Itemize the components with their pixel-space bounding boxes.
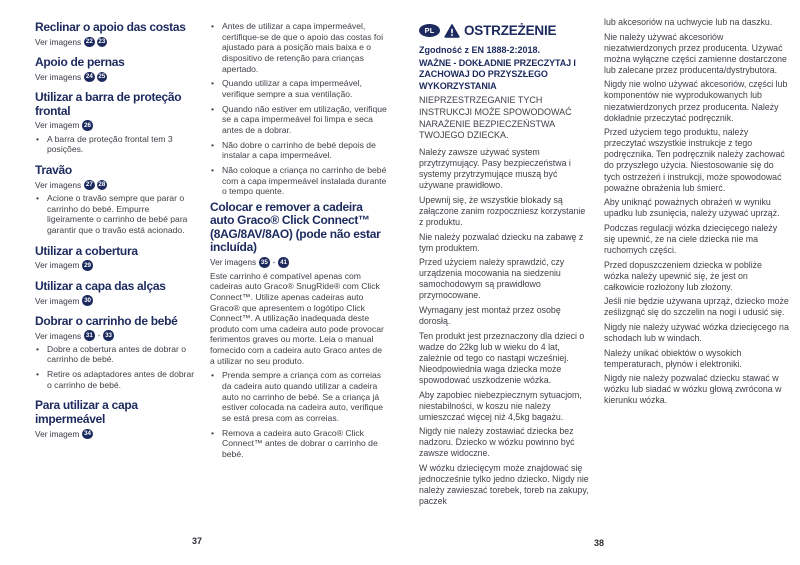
bullet-dot: •: [36, 369, 40, 380]
section-heading: Utilizar a capa das alças: [35, 278, 166, 293]
image-number-badge: 24: [85, 73, 93, 81]
bullet-text: Retire os adaptadores antes de dobrar o carrinho de bebé.: [47, 369, 195, 390]
warning-paragraph: Aby uniknąć poważnych obrażeń w wyniku upadku lub zsunięcia, należy używać uprząż.: [604, 197, 780, 219]
manual-section: [35, 91, 196, 155]
warning-header: [419, 23, 591, 38]
warning-paragraph: Wymagany jest montaż przez osobę dorosłą.: [419, 305, 561, 327]
warning-paragraph: Nigdy nie wolno używać akcesoriów, części lub komponentów nie wyprodukowanych lub niezatwierdzonych przez producenta. Należy dokładnie przeczytać podręcznik.: [604, 79, 788, 123]
language-badge-pl: PL: [419, 24, 440, 37]
manual-section: [35, 164, 196, 236]
page38-column-2: [604, 17, 789, 410]
see-images-line: [35, 260, 196, 271]
image-number-badge: 34: [84, 430, 91, 438]
bullet-text: Antes de utilizar a capa impermeável, certifique-se de que o apoio das costas foi ajustado para a posição mais baixa e o dispositivo de retenção para crianças apertado.: [222, 21, 383, 74]
warning-paragraph: Należy unikać obiektów o wysokich temperaturach, płynów i elektroniki.: [604, 347, 742, 369]
bullet-item: [210, 165, 389, 197]
see-images-label: Ver imagens: [35, 36, 82, 47]
bullet-text: Quando utilizar a capa impermeável, verifique sempre a sua ventilação.: [222, 78, 362, 99]
warning-paragraphs: [419, 147, 591, 507]
bullet-dot: •: [36, 343, 40, 354]
bullet-item: [210, 78, 389, 99]
bullet-item: [210, 104, 389, 136]
see-images-label: Ver imagem: [35, 428, 80, 439]
warning-paragraph: Przed użyciem należy sprawdzić, czy urządzenia mocowania na siedzeniu samochodowym są prawidłowo przymocowane.: [419, 257, 565, 301]
image-number-badge: 25: [98, 73, 106, 81]
see-images-line: [35, 295, 196, 306]
see-images-line: [35, 37, 196, 48]
manual-section: [35, 21, 196, 47]
see-images-label: Ver imagens: [35, 179, 82, 190]
bullet-dot: •: [211, 164, 215, 175]
badge-range-dash: -: [97, 331, 101, 341]
warning-paragraph: Aby zapobiec niebezpiecznym sytuacjom, niestabilności, w koszu nie należy umieszczać więcej niż 4,5kg bagażu.: [419, 389, 582, 422]
warning-paragraph: Nie należy pozwalać dziecku na zabawę z tym produktem.: [419, 231, 584, 253]
warning-paragraph: Nigdy nie należy używać wózka dziecięcego na schodach lub w windach.: [604, 321, 789, 344]
warning-paragraph: W wózku dziecięcym może znajdować się jednocześnie tylko jedno dziecko. Nigdy nie należy zawieszać torebek, toreb na zakupy, paczek: [419, 463, 589, 507]
image-number-badge: 30: [84, 297, 91, 305]
image-number-badge: 23: [98, 38, 106, 46]
warning-paragraph: Nie należy używać akcesoriów niezatwierdzonych przez producenta. Używać można wyłączne części zamienne dostarczone lub zalecane przez producenta/dystrybutora.: [604, 31, 787, 75]
image-badge-group: [82, 120, 93, 131]
bullet-text: Não dobre o carrinho de bebé depois de instalar a capa impermeável.: [222, 139, 376, 161]
section-heading: Reclinar o apoio das costas: [35, 20, 186, 34]
bullet-item: [210, 21, 389, 74]
image-badge-group: [82, 260, 93, 271]
section-heading: Apoio de pernas: [35, 55, 125, 70]
warning-paragraph: Nigdy nie należy zostawiać dziecka bez nadzoru. Dziecko w wózku powinno być zawsze widoczne.: [419, 426, 575, 459]
page37-column-2: [210, 21, 389, 469]
image-badge-group: [84, 72, 107, 83]
image-badge-group: [84, 330, 114, 341]
bullet-item: [210, 428, 389, 460]
see-images-label: Ver imagem: [35, 120, 80, 131]
image-badge-group: [82, 295, 93, 306]
bullet-dot: •: [211, 139, 215, 150]
image-badge-group: [82, 429, 93, 440]
warning-paragraph: Przed dopuszczeniem dziecka w pobliże wózka należy upewnić się, że jest on całkowicie rozłożony lub złożony.: [604, 259, 762, 292]
bullet-item: [35, 134, 196, 155]
image-number-badge: 29: [84, 261, 91, 269]
warning-paragraph: Upewnij się, że wszystkie blokady są załączone zanim rozpoczniesz korzystanie z produktu.: [419, 194, 586, 227]
bullet-dot: •: [211, 427, 215, 438]
warning-paragraph: Przed użyciem tego produktu, należy przeczytać wszystkie instrukcje z tego podręcznika. Ten podręcznik należy zachować do przyszłego użycia. Niestosowanie się do tych ostrzeżeń i instrukcji, może spowodować poważne obrażenia lub śmierć.: [604, 127, 785, 193]
section-heading: Travão: [35, 163, 72, 177]
warning-title: OSTRZEŻENIE: [464, 23, 557, 38]
compliance-note: Zgodność z EN 1888-2:2018.: [419, 45, 541, 55]
image-number-badge: 35: [260, 258, 268, 266]
car-seat-section: [210, 201, 389, 460]
page-number-37: 37: [192, 536, 203, 546]
warning-triangle-icon: [444, 24, 460, 38]
see-images-line: [210, 257, 389, 268]
bullet-dot: •: [36, 133, 40, 144]
warning-paragraph: Nigdy nie należy pozwalać dziecku stawać w wózku lub siadać w wózku głową zwrócona w kierunku wózka.: [604, 373, 782, 406]
section-paragraph: Este carrinho é compatível apenas com cadeiras auto Graco® SnugRide® com Click Connect™. Utilize apenas cadeiras auto Graco® que apresentem o logótipo Click Connect™. A utilização inadequada deste produto com uma cadeira auto pode provocar ferimentos graves ou morte. Leia o manual fornecido com a cadeira auto Graco antes de a utilizar no seu produto.: [210, 270, 384, 366]
see-images-label: Ver imagens: [35, 71, 82, 82]
image-badge-group: [84, 37, 107, 48]
see-images-label: Ver imagens: [210, 257, 257, 268]
image-number-badge: 31: [85, 332, 93, 340]
image-number-badge: 41: [280, 258, 287, 266]
bullet-text: Dobre a cobertura antes de dobrar o carrinho de bebé.: [47, 343, 187, 365]
bullet-text: Remova a cadeira auto Graco® Click Connect™ antes de dobrar o carrinho de bebé.: [222, 427, 378, 460]
section-heading: Para utilizar a capa impermeável: [35, 398, 138, 426]
warning-paragraph: Podczas regulacji wózka dziecięcego należy się upewnić, że na ciele dziecka nie ma ruchomych części.: [604, 222, 778, 255]
bullet-item: [35, 193, 196, 236]
bullet-text: Prenda sempre a criança com as correias da cadeira auto quando utilizar a cadeira auto no carrinho de bebé. Se a criança já estiver colocada na cadeira auto, verifique se está presa com as correias.: [222, 370, 383, 424]
warning-paragraph: Ten produkt jest przeznaczony dla dzieci o wadze do 22kg lub w wieku do 4 lat, zależnie od tego co nastąpi wcześniej. Nieodpowiednia waga dziecka może spowodować uszkodzenie wózka.: [419, 330, 585, 385]
manual-section: [35, 56, 196, 82]
manual-section: [35, 280, 196, 306]
image-number-badge: 22: [85, 38, 93, 46]
bullet-dot: •: [211, 78, 215, 89]
warning-paragraph: Należy zawsze używać system przytrzymujący. Pasy bezpieczeństwa i systemy przytrzymujące muszą być używane prawidłowo.: [419, 147, 571, 191]
warning-paragraph: lub akcesoriów na uchwycie lub na daszku.: [604, 17, 773, 27]
manual-section: [35, 315, 196, 391]
car-seat-bullet-list: [210, 370, 389, 459]
bullet-item: [210, 370, 389, 423]
warning-paragraph: Jeśli nie będzie używana uprząż, dziecko może ześlizgnąć się do szczelin na nogi i udusić się.: [604, 296, 789, 318]
section-heading: Utilizar a cobertura: [35, 243, 138, 258]
see-images-line: [35, 429, 196, 440]
see-images-label: Ver imagens: [35, 330, 82, 341]
see-images-line: [35, 330, 196, 341]
image-number-badge: 33: [105, 332, 112, 340]
image-badge-group: [259, 257, 289, 268]
page-number-38: 38: [594, 538, 605, 548]
page38-column-1: [419, 23, 591, 511]
see-images-line: [35, 72, 196, 83]
badge-range-dash: -: [272, 257, 276, 267]
bullet-item: [210, 140, 389, 161]
bullet-text: Quando não estiver em utilização, verifique se a capa impermeável foi limpa e seca antes de a dobrar.: [222, 103, 387, 135]
see-images-line: [35, 120, 196, 131]
section-heading: Colocar e remover a cadeira auto Graco® Click Connect™ (8AG/8AV/8AO) (pode não estar incluída): [210, 199, 381, 255]
caution-caps-text: NIEPRZESTRZEGANIE TYCH INSTRUKCJI MOŻE SPOWODOWAĆ NARAŻENIE BEZPIECZEŃSTWA TWOJEGO DZIECKA.: [419, 95, 572, 141]
bullet-dot: •: [211, 370, 215, 381]
see-images-label: Ver imagem: [35, 260, 80, 271]
manual-section: [35, 399, 196, 439]
bullet-item: [35, 344, 196, 365]
bullet-text: A barra de proteção frontal tem 3 posições.: [47, 133, 173, 155]
bullet-text: Não coloque a criança no carrinho de bebé com a capa impermeável instalada durante o tempo quente.: [222, 164, 387, 197]
image-number-badge: 26: [84, 121, 91, 129]
page37-column-1: [35, 21, 196, 448]
see-images-label: Ver imagem: [35, 295, 80, 306]
section-heading: Dobrar o carrinho de bebé: [35, 313, 178, 328]
rain-cover-bullet-list: [210, 21, 389, 197]
manual-section: [35, 245, 196, 271]
image-number-badge: 27: [85, 181, 93, 189]
bullet-text: Acione o travão sempre que parar o carrinho do bebé. Empurre ligeiramente o carrinho de bebé para garantir que o travão está acionado.: [47, 193, 188, 236]
image-number-badge: 28: [98, 181, 106, 189]
section-heading: Utilizar a barra de proteção frontal: [35, 90, 182, 118]
image-badge-group: [84, 180, 107, 191]
bullet-dot: •: [211, 103, 215, 114]
see-images-line: [35, 180, 196, 191]
important-notice: WAŻNE - DOKŁADNIE PRZECZYTAJ I ZACHOWAJ DO PRZYSZŁEGO WYKORZYSTANIA: [419, 58, 576, 91]
bullet-dot: •: [36, 193, 40, 204]
bullet-dot: •: [211, 21, 215, 31]
bullet-item: [35, 369, 196, 390]
